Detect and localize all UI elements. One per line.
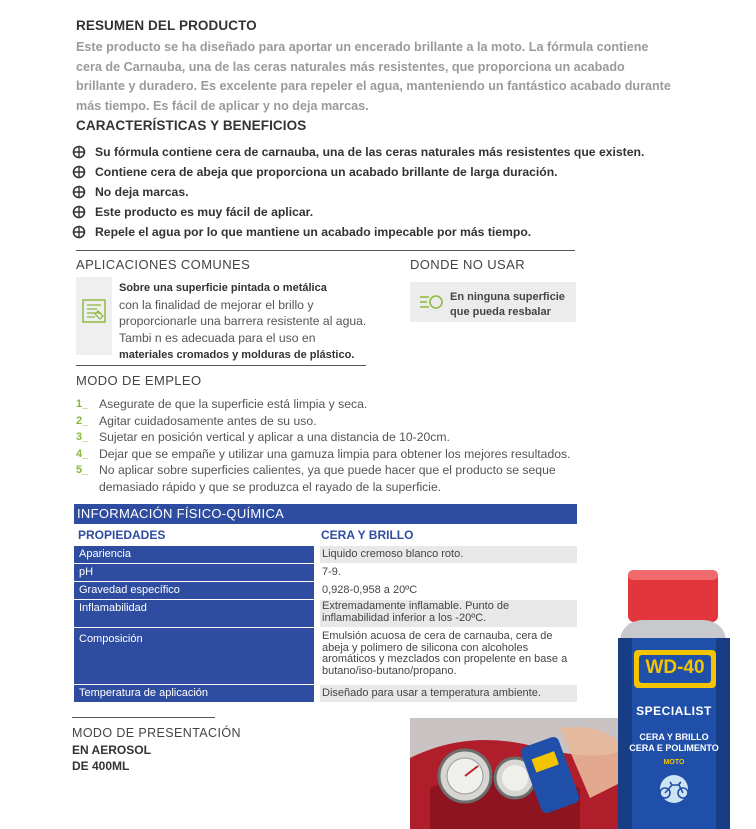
- step-text: No aplicar sobre superficies calientes, ya que puede hacer que el producto se seque demasiado rápido y que se produzca el rayado de la superficie.: [99, 463, 556, 494]
- plus-circle-icon: [72, 225, 86, 239]
- table-row: [74, 685, 577, 702]
- can-name-1: CERA Y BRILLO: [639, 732, 709, 742]
- feature-text: Su fórmula contiene cera de carnauba, una de las ceras naturales más resistentes que existen.: [95, 145, 645, 159]
- usage-step: [76, 429, 616, 446]
- dont-use-text: [450, 290, 565, 320]
- plus-circle-icon: [72, 205, 86, 219]
- presentation-value: [72, 742, 151, 774]
- feature-item: [72, 202, 692, 222]
- presentation-line-2: DE 400ML: [72, 759, 130, 773]
- dont-use-line-1: En ninguna superficie: [450, 291, 565, 303]
- step-number: 2_: [76, 414, 89, 427]
- features-list: [72, 142, 692, 242]
- usage-title: MODO DE EMPLEO: [76, 373, 202, 388]
- step-number: 4_: [76, 447, 89, 460]
- applications-line-2: con la finalidad de mejorar el brillo y: [119, 297, 314, 312]
- feature-item: [72, 142, 692, 162]
- plus-circle-icon: [72, 185, 86, 199]
- table-cell-property: Apariencia: [74, 546, 314, 563]
- step-text: Agitar cuidadosamente antes de su uso.: [99, 413, 317, 428]
- applications-line-4: Tambi n es adecuada para el uso en: [119, 330, 316, 345]
- dont-use-box: [410, 282, 576, 322]
- feature-text: Repele el agua por lo que mantiene un acabado impecable por más tiempo.: [95, 225, 532, 239]
- slippery-icon: [418, 293, 444, 311]
- table-cell-property: Temperatura de aplicación: [74, 685, 314, 702]
- step-number: 5_: [76, 464, 89, 476]
- feature-text: No deja marcas.: [95, 185, 189, 199]
- summary-title: RESUMEN DEL PRODUCTO: [76, 18, 257, 33]
- table-row: [74, 546, 577, 563]
- step-text: Asegurate de que la superficie está limpia y seca.: [99, 397, 368, 411]
- step-number: 3_: [76, 431, 89, 443]
- table-column-headers: [74, 525, 577, 545]
- presentation-line-1: EN AEROSOL: [72, 743, 151, 757]
- usage-step: [76, 462, 616, 495]
- features-title: CARACTERÍSTICAS Y BENEFICIOS: [76, 118, 307, 133]
- table-cell-value: 0,928-0,958 a 20ºC: [322, 584, 418, 596]
- table-title: INFORMACIÓN FÍSICO-QUÍMICA: [74, 504, 577, 524]
- table-row: [74, 582, 577, 599]
- motorcycle-icon: [652, 774, 696, 804]
- section-divider: [76, 250, 575, 251]
- table-row: [74, 600, 577, 627]
- table-cell-property: Gravedad específico: [74, 582, 314, 599]
- can-brand: WD-40: [645, 657, 705, 678]
- applications-title: APLICACIONES COMUNES: [76, 257, 251, 272]
- usage-step: [76, 396, 616, 413]
- applications-line-5: materiales cromados y molduras de plástico.: [119, 349, 355, 361]
- presentation-divider: [72, 717, 215, 718]
- can-name-2: CERA E POLIMENTO: [629, 743, 719, 753]
- feature-text: Contiene cera de abeja que proporciona un acabado brillante de larga duración.: [95, 165, 558, 179]
- table-cell-value: Emulsión acuosa de cera de carnauba, cera de abeja y polimero de silicona con alcoholes aromáticos y mezclados con propelente en base a butano/iso-butano/propano.: [322, 630, 568, 677]
- table-cell-value: Extremadamente inflamable. Punto de inflamabilidad inferior a los -20ºC.: [320, 600, 577, 627]
- usage-divider: [76, 365, 366, 366]
- presentation-title: MODO DE PRESENTACIÓN: [72, 726, 241, 740]
- usage-step: [76, 446, 616, 463]
- can-line: SPECIALIST: [636, 704, 712, 718]
- dont-use-line-2: que pueda resbalar: [450, 306, 551, 318]
- usage-steps: [76, 396, 616, 495]
- usage-step: [76, 413, 616, 430]
- table-cell-property: Inflamabilidad: [74, 600, 314, 627]
- motorcycle-photo: [410, 718, 630, 829]
- applications-text: [119, 279, 394, 364]
- surface-icon: [80, 297, 108, 327]
- table-row: [74, 628, 577, 684]
- feature-item: [72, 222, 692, 242]
- column-header-product: CERA Y BRILLO: [321, 528, 414, 542]
- table-row: [74, 564, 577, 581]
- column-header-properties: PROPIEDADES: [78, 528, 166, 542]
- table-cell-property: pH: [74, 564, 314, 581]
- table-cell-property: Composición: [74, 628, 314, 684]
- applications-line-3: proporcionarle una barrera resistente al agua.: [119, 314, 367, 328]
- summary-text: Este producto se ha diseñado para aportar un encerado brillante a la moto. La fórmula contiene cera de Carnauba, una de las ceras naturales más resistentes, que proporciona un acabado brillante y duradero. Es excelente para repeler el agua, manteniendo un fantástico acabado durante más tiempo. Es fácil de aplicar y no deja marcas.: [76, 40, 671, 113]
- feature-item: [72, 182, 692, 202]
- can-variant: MOTO: [663, 759, 685, 766]
- dont-use-title: DONDE NO USAR: [410, 257, 525, 272]
- feature-item: [72, 162, 692, 182]
- table-cell-value: 7-9.: [322, 566, 341, 578]
- product-can: [612, 568, 736, 829]
- table-cell-value: Diseñado para usar a temperatura ambiente.: [320, 685, 577, 702]
- step-text: Dejar que se empañe y utilizar una gamuza limpia para obtener los mejores resultados.: [99, 446, 571, 461]
- plus-circle-icon: [72, 165, 86, 179]
- feature-text: Este producto es muy fácil de aplicar.: [95, 205, 314, 219]
- step-number: 1_: [76, 398, 89, 410]
- table-cell-value: Liquido cremoso blanco roto.: [320, 546, 577, 563]
- step-text: Sujetar en posición vertical y aplicar a una distancia de 10-20cm.: [99, 430, 450, 444]
- applications-box: [76, 277, 386, 361]
- applications-line-1: Sobre una superficie pintada o metálica: [119, 282, 327, 294]
- plus-circle-icon: [72, 145, 86, 159]
